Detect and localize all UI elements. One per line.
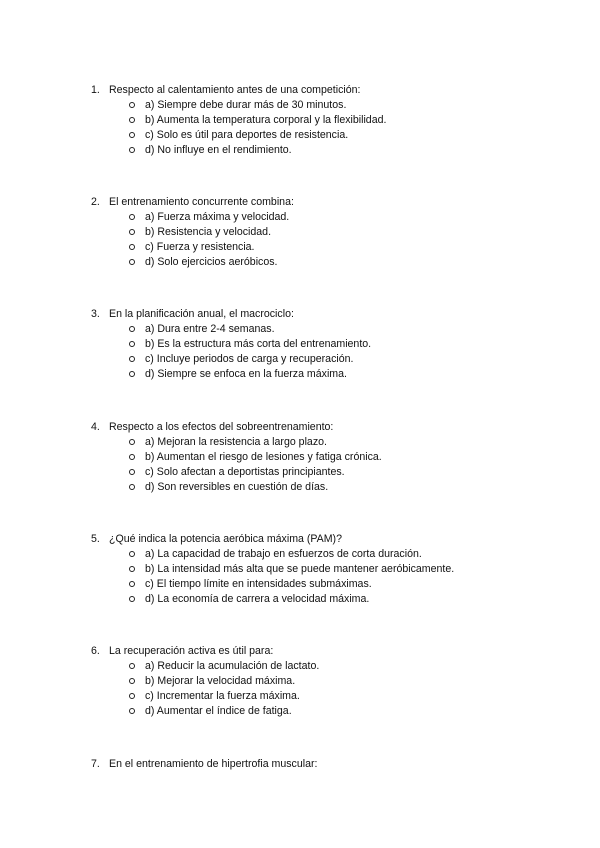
option-b xyxy=(0,113,600,128)
option-b xyxy=(0,674,600,689)
circle-bullet-icon xyxy=(129,551,135,557)
option-text: b) Aumentan el riesgo de lesiones y fatiga crónica. xyxy=(145,451,382,463)
option-text: d) Aumentar el índice de fatiga. xyxy=(145,705,292,717)
option-a xyxy=(0,210,600,225)
option-b xyxy=(0,562,600,577)
option-list xyxy=(0,435,600,495)
question-number: 1. xyxy=(91,84,100,96)
option-c xyxy=(0,577,600,592)
question-number: 2. xyxy=(91,196,100,208)
circle-bullet-icon xyxy=(129,132,135,138)
option-text: c) Incluye periodos de carga y recuperación. xyxy=(145,353,354,365)
option-text: c) Incrementar la fuerza máxima. xyxy=(145,690,300,702)
option-text: c) Solo es útil para deportes de resistencia. xyxy=(145,129,349,141)
option-list xyxy=(0,210,600,270)
option-a xyxy=(0,98,600,113)
option-list xyxy=(0,659,600,719)
option-text: d) Son reversibles en cuestión de días. xyxy=(145,481,329,493)
circle-bullet-icon xyxy=(129,244,135,250)
circle-bullet-icon xyxy=(129,596,135,602)
question-header xyxy=(0,83,600,98)
option-d xyxy=(0,480,600,495)
circle-bullet-icon xyxy=(129,229,135,235)
option-text: d) No influye en el rendimiento. xyxy=(145,144,292,156)
option-b xyxy=(0,337,600,352)
circle-bullet-icon xyxy=(129,469,135,475)
question-4 xyxy=(0,420,600,495)
option-d xyxy=(0,255,600,270)
circle-bullet-icon xyxy=(129,678,135,684)
question-header xyxy=(0,644,600,659)
option-text: a) Dura entre 2-4 semanas. xyxy=(145,323,275,335)
question-text: Respecto a los efectos del sobreentrenamiento: xyxy=(109,421,334,433)
question-3 xyxy=(0,307,600,382)
option-d xyxy=(0,367,600,382)
circle-bullet-icon xyxy=(129,663,135,669)
circle-bullet-icon xyxy=(129,708,135,714)
option-c xyxy=(0,689,600,704)
option-list xyxy=(0,322,600,382)
option-text: d) Solo ejercicios aeróbicos. xyxy=(145,256,278,268)
option-c xyxy=(0,465,600,480)
option-d xyxy=(0,704,600,719)
circle-bullet-icon xyxy=(129,566,135,572)
circle-bullet-icon xyxy=(129,341,135,347)
question-7 xyxy=(0,757,600,772)
option-text: d) La economía de carrera a velocidad máxima. xyxy=(145,593,370,605)
circle-bullet-icon xyxy=(129,326,135,332)
question-6 xyxy=(0,644,600,719)
option-text: c) El tiempo límite en intensidades submáximas. xyxy=(145,578,372,590)
question-2 xyxy=(0,195,600,270)
option-text: a) Siempre debe durar más de 30 minutos. xyxy=(145,99,347,111)
option-c xyxy=(0,352,600,367)
question-header xyxy=(0,195,600,210)
question-number: 4. xyxy=(91,421,100,433)
option-a xyxy=(0,659,600,674)
option-list xyxy=(0,98,600,158)
question-1 xyxy=(0,83,600,158)
option-text: d) Siempre se enfoca en la fuerza máxima. xyxy=(145,368,347,380)
option-text: b) Mejorar la velocidad máxima. xyxy=(145,675,296,687)
question-number: 3. xyxy=(91,308,100,320)
question-header xyxy=(0,757,600,772)
option-text: a) Fuerza máxima y velocidad. xyxy=(145,211,290,223)
option-list xyxy=(0,547,600,607)
question-text: En la planificación anual, el macrociclo: xyxy=(109,308,294,320)
circle-bullet-icon xyxy=(129,214,135,220)
question-number: 5. xyxy=(91,533,100,545)
option-text: c) Solo afectan a deportistas principiantes. xyxy=(145,466,345,478)
option-text: b) Aumenta la temperatura corporal y la flexibilidad. xyxy=(145,114,387,126)
question-header xyxy=(0,307,600,322)
option-text: b) Es la estructura más corta del entrenamiento. xyxy=(145,338,372,350)
circle-bullet-icon xyxy=(129,693,135,699)
question-text: ¿Qué indica la potencia aeróbica máxima (PAM)? xyxy=(109,533,342,545)
option-a xyxy=(0,547,600,562)
option-text: a) Mejoran la resistencia a largo plazo. xyxy=(145,436,327,448)
option-d xyxy=(0,143,600,158)
circle-bullet-icon xyxy=(129,484,135,490)
circle-bullet-icon xyxy=(129,147,135,153)
option-c xyxy=(0,128,600,143)
question-header xyxy=(0,420,600,435)
option-text: a) Reducir la acumulación de lactato. xyxy=(145,660,320,672)
question-number: 7. xyxy=(91,758,100,770)
circle-bullet-icon xyxy=(129,356,135,362)
option-b xyxy=(0,450,600,465)
question-header xyxy=(0,532,600,547)
option-a xyxy=(0,435,600,450)
option-text: b) La intensidad más alta que se puede mantener aeróbicamente. xyxy=(145,563,455,575)
circle-bullet-icon xyxy=(129,454,135,460)
question-5 xyxy=(0,532,600,607)
circle-bullet-icon xyxy=(129,117,135,123)
question-text: La recuperación activa es útil para: xyxy=(109,645,274,657)
option-text: b) Resistencia y velocidad. xyxy=(145,226,272,238)
question-text: Respecto al calentamiento antes de una competición: xyxy=(109,84,361,96)
question-text: En el entrenamiento de hipertrofia muscular: xyxy=(109,758,318,770)
option-c xyxy=(0,240,600,255)
question-number: 6. xyxy=(91,645,100,657)
circle-bullet-icon xyxy=(129,259,135,265)
option-text: c) Fuerza y resistencia. xyxy=(145,241,255,253)
option-d xyxy=(0,592,600,607)
question-text: El entrenamiento concurrente combina: xyxy=(109,196,294,208)
option-b xyxy=(0,225,600,240)
circle-bullet-icon xyxy=(129,102,135,108)
option-text: a) La capacidad de trabajo en esfuerzos de corta duración. xyxy=(145,548,422,560)
circle-bullet-icon xyxy=(129,581,135,587)
option-a xyxy=(0,322,600,337)
circle-bullet-icon xyxy=(129,439,135,445)
circle-bullet-icon xyxy=(129,371,135,377)
